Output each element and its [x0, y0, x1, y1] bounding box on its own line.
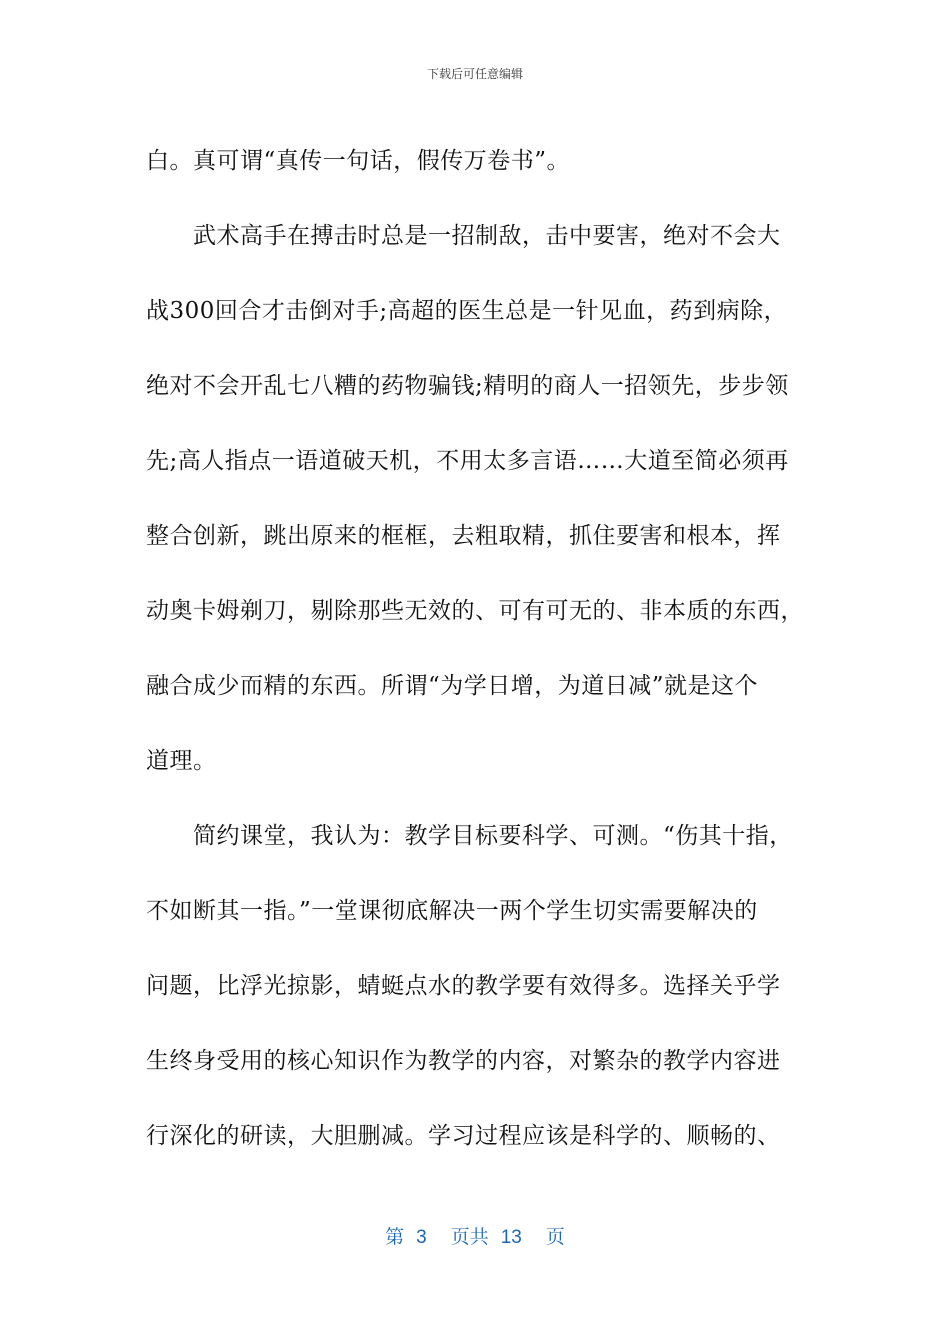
footer-middle: 页共 [450, 1227, 489, 1248]
header-text: 下载后可任意编辑 [426, 67, 523, 81]
text-line: 生终身受用的核心知识作为教学的内容，对繁杂的教学内容进 [146, 1048, 781, 1074]
text-line: 白。真可谓“真传一句话，假传万卷书”。 [146, 148, 571, 174]
text-line: 简约课堂，我认为：教学目标要科学、可测。“伤其十指， [146, 823, 793, 849]
page-footer [0, 1226, 950, 1250]
text-line: 不如断其一指。”一堂课彻底解决一两个学生切实需要解决的 [146, 898, 758, 924]
text-line: 问题，比浮光掠影，蜻蜓点水的教学要有效得多。选择关乎学 [146, 973, 781, 999]
text-line: 战300回合才击倒对手;高超的医生总是一针见血，药到病除， [146, 298, 788, 324]
text-line: 绝对不会开乱七八糟的药物骗钱;精明的商人一招领先，步步领 [146, 373, 789, 399]
text-line: 融合成少而精的东西。所谓“为学日增，为道日减”就是这个 [146, 673, 759, 699]
page-header [0, 66, 950, 82]
footer-suffix: 页 [545, 1227, 565, 1248]
text-line: 道理。 [146, 748, 217, 774]
text-line: 整合创新，跳出原来的框框，去粗取精，抓住要害和根本，挥 [146, 523, 781, 549]
text-line: 行深化的研读，大胆删减。学习过程应该是科学的、顺畅的、 [146, 1123, 781, 1149]
text-line: 武术高手在搏击时总是一招制敌，击中要害，绝对不会大 [146, 223, 781, 249]
footer-prefix: 第 [385, 1227, 405, 1248]
current-page-number: 3 [416, 1227, 427, 1248]
total-pages-number: 13 [500, 1227, 522, 1248]
text-line: 动奥卡姆剃刀，剔除那些无效的、可有可无的、非本质的东西， [146, 598, 804, 624]
text-line: 先;高人指点一语道破天机，不用太多言语……大道至简必须再 [146, 448, 789, 474]
document-body [146, 124, 806, 1174]
